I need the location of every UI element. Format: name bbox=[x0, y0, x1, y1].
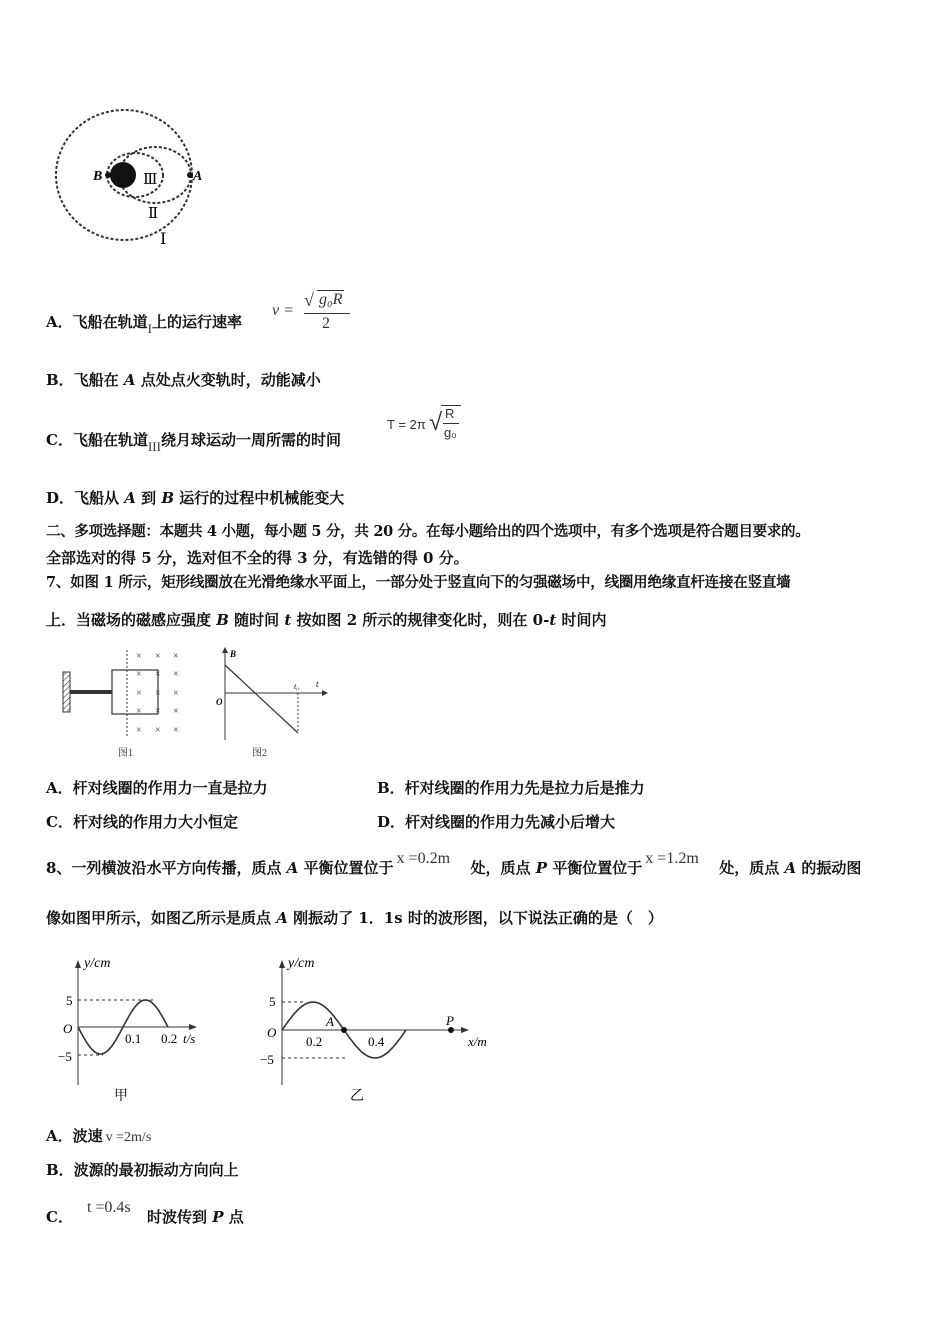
q7-l2-a: 上．当磁场的磁感应强度 bbox=[46, 611, 217, 629]
q6-option-D bbox=[46, 488, 344, 508]
jia-tick-m5: −5 bbox=[58, 1049, 72, 1064]
fig2-y-arrow bbox=[222, 647, 228, 653]
q6-option-C bbox=[46, 430, 341, 454]
q8-option-C bbox=[46, 1199, 244, 1228]
yi-y-arrow bbox=[279, 960, 285, 968]
jia-tick-01: 0.1 bbox=[125, 1031, 142, 1046]
q7-l2-t: t bbox=[284, 611, 292, 629]
jia-tick-5: 5 bbox=[66, 993, 73, 1008]
section2-line2: 全部选对的得 5 分，选对但不全的得 3 分，有选错的得 0 分。 bbox=[46, 549, 469, 567]
yi-tick-5: 5 bbox=[269, 994, 276, 1009]
fig2-t0: t₀ bbox=[294, 682, 300, 691]
jia-xlabel: t/s bbox=[183, 1031, 196, 1046]
q7-l2-b: 随时间 bbox=[228, 611, 285, 629]
fig2-B-line bbox=[225, 665, 298, 733]
q6-B-suffix: 点处点火变轨时，动能减小 bbox=[135, 371, 321, 389]
q8-l1-e: 处，质点 bbox=[719, 859, 785, 877]
yi-label-P: P bbox=[446, 1013, 454, 1028]
q8-option-B: B．波源的最初振动方向向上 bbox=[46, 1161, 239, 1179]
q6-D-mid: 到 bbox=[135, 489, 162, 507]
q6-C-T: T = 2π bbox=[387, 417, 426, 432]
q6-A-sqrt: √ bbox=[304, 290, 314, 310]
svg-text:×: × bbox=[155, 688, 161, 699]
q8-l2-b: 刚振动了 1．1s 时的波形图，以下说法正确的是（ ） bbox=[287, 909, 663, 927]
q6-A-formula bbox=[272, 288, 352, 338]
yi-point-A bbox=[341, 1027, 347, 1033]
yi-tick-02: 0.2 bbox=[306, 1034, 323, 1049]
q7-l2-c: 按如图 2 所示的规律变化时，则在 0- bbox=[291, 611, 550, 629]
chart-jia bbox=[48, 950, 218, 1110]
section2-line1: 二、多项选择题：本题共 4 小题，每小题 5 分，共 20 分。在每小题给出的四个选项中，有多个选项是符合题目要求的。 bbox=[46, 523, 810, 540]
svg-text:×: × bbox=[173, 706, 179, 717]
q6-D-prefix: D．飞船从 bbox=[46, 489, 125, 507]
yi-x-arrow bbox=[461, 1027, 469, 1033]
q6-D-suffix: 运行的过程中机械能变大 bbox=[174, 489, 345, 507]
q6-C-formula bbox=[387, 403, 467, 453]
q8-C-end: 点 bbox=[223, 1208, 244, 1226]
svg-text:×: × bbox=[173, 651, 179, 662]
svg-text:×: × bbox=[155, 706, 161, 717]
jia-origin: O bbox=[63, 1021, 73, 1036]
q7-line2 bbox=[46, 610, 606, 630]
q7-l2-t2: t bbox=[549, 611, 557, 629]
q7-l2-d: 时间内 bbox=[556, 611, 607, 629]
q6-option-A bbox=[46, 312, 242, 336]
svg-text:×: × bbox=[155, 651, 161, 662]
q8-l1-P: P bbox=[535, 859, 548, 877]
q6-C-num: R bbox=[445, 406, 455, 421]
svg-text:×: × bbox=[173, 725, 179, 736]
q6-A-v: v = bbox=[272, 302, 294, 319]
q7-option-B: B．杆对线圈的作用力先是拉力后是推力 bbox=[377, 779, 645, 797]
fig1-caption: 图1 bbox=[118, 748, 133, 759]
q8-l1-A2: A bbox=[784, 859, 797, 877]
q6-C-suffix: 绕月球运动一周所需的时间 bbox=[160, 431, 341, 449]
label-II: Ⅱ bbox=[148, 206, 159, 222]
svg-text:×: × bbox=[136, 688, 142, 699]
q6-C-sub: III bbox=[147, 439, 161, 454]
yi-caption: 乙 bbox=[350, 1089, 364, 1104]
q7-l2-B: B bbox=[216, 611, 229, 629]
yi-label-A: A bbox=[326, 1014, 334, 1029]
q6-D-A: A bbox=[124, 489, 136, 507]
orbit-figure bbox=[45, 100, 225, 250]
svg-text:×: × bbox=[136, 706, 142, 717]
q6-C-den: g₀ bbox=[444, 425, 457, 440]
svg-text:×: × bbox=[136, 651, 142, 662]
fig2-t: t bbox=[316, 679, 319, 689]
q6-A-fracline bbox=[304, 313, 350, 314]
q8-l1-b: 平衡位置位于 bbox=[298, 859, 394, 877]
svg-text:×: × bbox=[136, 669, 142, 680]
q7-line1: 7、如图 1 所示，矩形线圈放在光滑绝缘水平面上，一部分处于竖直向下的匀强磁场中，线圈用绝缘直杆连接在竖直墙 bbox=[46, 574, 791, 591]
svg-text:×: × bbox=[155, 725, 161, 736]
q7-figure-2 bbox=[210, 645, 330, 763]
fig2-x-arrow bbox=[322, 690, 328, 696]
q6-A-num: g₀R bbox=[319, 291, 343, 308]
fig2-caption: 图2 bbox=[252, 748, 267, 759]
q6-C-sqrt: √ bbox=[429, 409, 443, 436]
svg-text:×: × bbox=[173, 669, 179, 680]
yi-xlabel: x/m bbox=[468, 1034, 487, 1049]
coil bbox=[112, 670, 158, 714]
q6-option-B bbox=[46, 370, 321, 390]
jia-caption: 甲 bbox=[114, 1089, 128, 1104]
svg-text:×: × bbox=[136, 725, 142, 736]
q8-l2-A: A bbox=[276, 909, 288, 927]
q8-l2-a: 像如图甲所示，如图乙所示是质点 bbox=[46, 909, 277, 927]
jia-ylabel: y/cm bbox=[84, 956, 111, 971]
q6-A-prefix: A．飞船在轨道 bbox=[46, 313, 148, 331]
svg-text:×: × bbox=[155, 669, 161, 680]
q8-l1-a: 8、一列横波沿水平方向传播，质点 bbox=[46, 859, 287, 877]
yi-origin: O bbox=[267, 1025, 277, 1040]
jia-tick-02: 0.2 bbox=[161, 1031, 178, 1046]
q6-A-suffix: 上的运行速率 bbox=[151, 313, 242, 331]
q8-line1 bbox=[46, 850, 862, 879]
q7-option-D: D．杆对线圈的作用力先减小后增大 bbox=[377, 813, 616, 831]
q8-C-prefix: C． bbox=[46, 1208, 73, 1226]
label-B: B bbox=[93, 169, 103, 184]
jia-y-arrow bbox=[75, 960, 81, 968]
q7-option-A: A．杆对线圈的作用力一直是拉力 bbox=[46, 779, 268, 797]
q6-D-B: B bbox=[161, 489, 175, 507]
q8-l1-c: 处，质点 bbox=[470, 859, 536, 877]
svg-text:×: × bbox=[173, 688, 179, 699]
wall bbox=[63, 672, 70, 712]
q8-l1-d: 平衡位置位于 bbox=[547, 859, 643, 877]
q6-C-overline bbox=[441, 405, 461, 406]
q8-A-formula: v =2m/s bbox=[105, 1130, 152, 1145]
label-III: Ⅲ bbox=[143, 172, 158, 188]
q8-C-formula: t =0.4s bbox=[86, 1199, 131, 1216]
q7-option-C: C．杆对线的作用力大小恒定 bbox=[46, 813, 238, 831]
q8-option-A bbox=[46, 1126, 151, 1148]
fig2-O: O bbox=[216, 697, 223, 707]
q6-A-sub: I bbox=[147, 321, 152, 336]
q8-x1: x =0.2m bbox=[396, 850, 451, 867]
q6-C-prefix: C．飞船在轨道 bbox=[46, 431, 148, 449]
yi-tick-04: 0.4 bbox=[368, 1034, 385, 1049]
label-A: A bbox=[193, 169, 203, 184]
q8-C-P: P bbox=[212, 1208, 224, 1226]
label-I: Ⅰ bbox=[160, 231, 167, 248]
fig2-B: B bbox=[230, 649, 237, 659]
q6-A-den: 2 bbox=[322, 315, 330, 332]
q8-x2: x =1.2m bbox=[645, 850, 699, 867]
jia-x-arrow bbox=[189, 1024, 197, 1030]
q8-C-suffix: 时波传到 bbox=[146, 1208, 213, 1226]
q7-figure-1 bbox=[60, 650, 200, 762]
moon bbox=[110, 162, 136, 188]
q6-B-A: A bbox=[123, 371, 136, 389]
point-B-dot bbox=[105, 172, 111, 178]
chart-yi bbox=[258, 950, 503, 1110]
q8-l1-A: A bbox=[286, 859, 299, 877]
field-marks bbox=[136, 651, 179, 736]
q6-B-prefix: B．飞船在 bbox=[46, 371, 124, 389]
yi-ylabel: y/cm bbox=[288, 956, 315, 971]
q6-C-fracline bbox=[443, 423, 459, 424]
yi-tick-m5: −5 bbox=[260, 1052, 274, 1067]
q8-line2 bbox=[46, 908, 663, 928]
q8-l1-f: 的振动图 bbox=[796, 859, 862, 877]
q8-A-prefix: A．波速 bbox=[46, 1127, 103, 1145]
